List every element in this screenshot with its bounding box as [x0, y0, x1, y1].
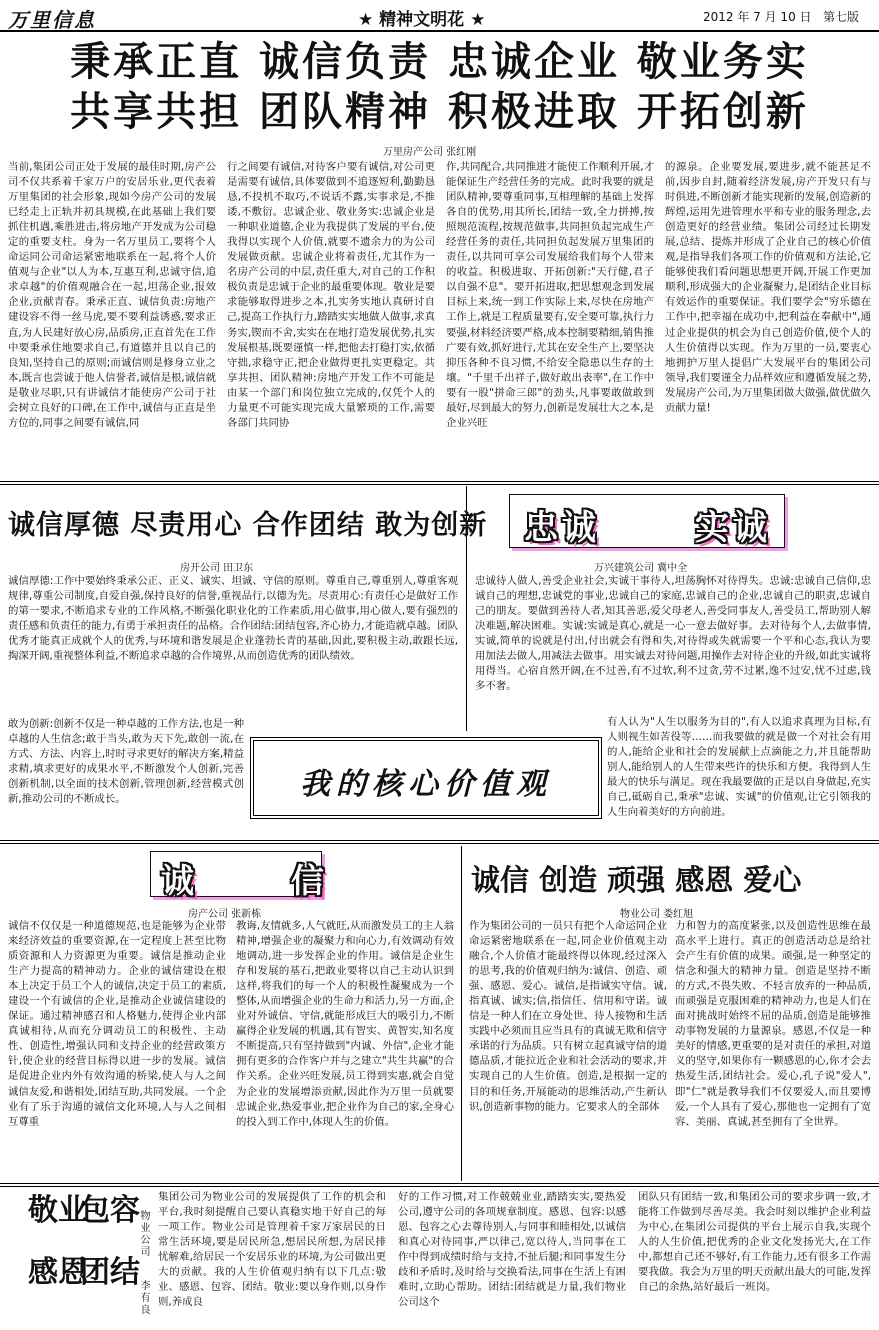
honesty-body-2: 敢为创新:创新不仅是一种卓越的工作方法,也是一种卓越的人生信念;敢于当头,敢为天下先,敢创一流,在方式、方法、内容上,时时寻求更好的解决方案,精益求精,填求更好的成果水平,不断激发个人创新,完善创新机制,以全面的技术创新,管理创新,经营模式创新,推动公司的不断成长。: [8, 718, 244, 806]
honesty-byline: 房开公司 田卫东: [180, 563, 254, 574]
loyalty-section-title: 忠诚 实诚: [524, 508, 772, 548]
bottom-col-1: 集团公司为物业公司的发展提供了工作的机会和平台,我时刻提醒自己要认真稳实地干好自己的每一项工作。物业公司是管理着千家万家居民的日常生活环境,要是居民所急,想居民所想,为居民排忧解难,给居民一个安居乐业的环境,为公司做出更大的贡献。我的人生价值观归纳有以下几点:敬业、感恩、包容、团结。敬业:要以身作则,以身作则,养成良: [158, 1191, 386, 1309]
header-rule: [0, 30, 879, 32]
headline-line-1: 秉承正直 诚信负责 忠诚企业 敬业务实: [70, 39, 809, 85]
section-name: ★ 精神文明花 ★: [358, 10, 486, 30]
integrity-col-2: 教诲,友情就多,人气就旺,从而激发员工的主人翁精神,增强企业的凝聚力和向心力,有效调动有效地调动,进一步发挥企业的作用。诚信是企业生存和发展的基石,把敢业要将以自己主动认识到这样,将我们的每一个人的积极性凝聚成为一个整体,从而增强企业的生命力和活力,另一方面,企业对外诚信、守信,就能形成巨大的吸引力,不断赢得企业发展的机遇,其有智实、黄智实,知名度不断提高,只有坚持做到"内诚、外信",企业才能拥有更多的合作客户并与之建立"共生共赢"的合作关系。企业兴旺发展,员工得到实惠,就会自觉为企业的发展增添贡献,因此作为万里一员就要忠诚企业,热爱事业,把企业作为自己的家,全身心的投入到工作中,体现人生的价值。: [236, 920, 454, 1128]
main-article-col-4: 的源泉。企业要发展,要进步,就不能甚足不前,因步自封,随着经济发展,房产开发只有与时俱进,不断创新才能实现新的发展,创造新的辉煌,运用先进管理水平和专业的服务理念,去创造更好的经营业绩。集团公司经过长期发展,总结、提炼并形成了企业自己的核心价值观,是指导我们各项工作的价值观和方法论,它能够使我们看问题思想更开阔,开展工作更加顺利,形成强大的企业凝聚力,是团结企业目标有效运作的重要保证。我们要学会"穷乐德在工作中,把幸福在成功中,把利益在奉献中",通过企业提供的机会为自己创造价值,使个人的人生价值得以实现。作为万里的一员,要衷心地拥护万里人提倡广大发展平台的集团公司领导,我们要谨全力品样效应和遵循发展之势,发展房产公司,为万里集团做大做强,做优做久贡献力量!: [665, 161, 871, 414]
honesty-body: 诚信厚德:工作中要始终秉承公正、正义、诚实、坦诚、守信的原则。尊重自己,尊重别人,尊重客观规律,尊重公司制度,自爱自强,保持良好的信誉,重视品行,以德为先。尽责用心:有责任心是做好工作的第一要求,不断追求专业的工作风格,不断强化职业化的工作素质,用心做事,用心做人,要有强烈的责任感和负责任的能力,有勇于承担责任的品格。合作团结:团结包容,齐心协力,才能造就卓越。团队优秀才能真正成就个人的优秀,与环境和谐发展是企业蓬勃长青的基础,因此,要积极主动,敢跟长远,掏深开阔,重视整体利益,不断追求卓越的合作境界,从而创造优秀的团队绩效。: [8, 575, 458, 663]
main-article-col-2: 行之间要有诚信,对待客户要有诚信,对公司更是需要有诚信,具体要做到不追逐短利,勤勤恳恳,不投机不取巧,不说话不露,实事求是,不推诿,不敷衍。忠诚企业、敬业务实:忠诚企业是一种职业道德,企业为我提供了发展的平台,使我得以实现个人价值,就要不遗余力的为公司发展做贡献。忠诚企业将着责任,尤其作为一名房产公司的中层,责任重大,对自己的工作积极负责是忠诚于企业的最重要体现。敬业是要求能够取得进步之本,扎实务实地认真研讨自己,提高工作执行力,踏踏实实地做人做事,求真务实,锲而不舍,实实在在地打造发展优势,扎实发展根基,既要谨慎一样,把他去打稳打实,依循守拙,求稳守正,把企业做得更扎实更稳定。共享共担、团队精神:房地产开发工作不可能是由某一个部门和岗位独立完成的,仅凭个人的力量更不可能实现完成大量繁琐的工作,需要各部门共同协: [227, 161, 435, 429]
section-divider: [0, 1183, 879, 1187]
bottom-byline-author: 李有良: [138, 1280, 149, 1316]
core-values-title: 我的核心价值观: [300, 767, 552, 802]
section-divider: [0, 481, 879, 485]
main-article-col-3: 作,共同配合,共同推进才能使工作顺利开展,才能保证生产经营任务的完成。此时我要的就是团队精神,要尊重同事,互相理解的基础上发挥各自的优势,用其所长,团结一致,全力拼搏,按照规范流程,按规范做事,共同担负起完成生产经营任务的责任,共同担负起发展万里集团的责任,以共同可享公司发展给我们每个人带来的收益。积极进取、开拓创新:"天行健,君子以自强不息"。要开拓进取,把思想观念到发展目标上来,统一到工作实际上来,尽快在房地产工作上,就是工程质量要有,安全要可靠,执行力要强,材料经济要严格,成本控制要精细,销售推广要有效,抓好进行,尤其在安全生产上,要坚决抑压各种不良习惯,不给安全隐患以生存的土壤。"千里千出祥子,做好敢出表率",在工作中要有一股"拼命三郎"的劲头,凡事要敢做敢到最好,尽到最大的努力,创新是发展壮大之本,是企业兴旺: [446, 161, 654, 429]
honesty-section-title: 诚信厚德 尽责用心 合作团结 敢为创新: [8, 510, 488, 541]
issue-date: 2012 年 7 月 10 日: [703, 10, 812, 24]
create-section-title: 诚信 创造 顽强 感恩 爱心: [471, 863, 802, 897]
loyalty-byline: 万兴建筑公司 冀中全: [594, 563, 688, 574]
integrity-col-1: 诚信不仅仅是一种道德规范,也是能够为企业带来经济效益的重要资源,在一定程度上甚至比物质资源和人力资源更为重要。诚信是推动企业生产力提高的精神动力。企业的诚信建设在根本上决定于员工个人的诚信,决定于员工的素质,建设一个有诚信的企业,是推动企业诚信建设的保证。通过精神感召和人格魅力,使得企业内部真诚相待,从而充分调动员工的积极性、主动性、创造性,增强认同和支持企业的经营政策方针,使企业的经营目标得以进一步的发展。诚信是促进企业内外有效沟通的桥梁,使人与人之间诚信友爱,和谐相处,团结互助,共同发展。一个企业有了乐于沟通的诚信文化环境,人与人之间相互尊重: [8, 920, 226, 1128]
core-values-box: [250, 737, 602, 819]
headline-byline: 万里房产公司 张红刚: [383, 147, 477, 158]
bottom-title-gratitude: 感恩: [28, 1255, 88, 1290]
bottom-byline-company: 物业公司: [138, 1210, 149, 1258]
paper-name: 万里信息: [8, 8, 96, 32]
create-col-2: 力和智力的高度紧张,以及创造性思维在最高水平上进行。真正的创造活动总是给社会产生有价值的成果。顽强,是一种坚定的信念和强大的精神力量。创造是坚持不断的方式,不畏失败、不轻言放弃的一种品质,而顽强是克服困难的精神动力,也是人们在面对挑战时始终不屈的品质,创造是能够推动事物发展的力量源泉。感恩,不仅是一种美好的情感,更重要的是对责任的承担,对道义的坚守,如果你有一颗感恩的心,你才会去热爱生活,团结社会。爱心,孔子说"爱人",即"仁"就是教导我们不仅要爱人,而且要博爱,一个人具有了爱心,那他也一定拥有了宽容、美丽、真诚,甚至拥有了全世界。: [675, 920, 871, 1128]
loyalty-body-2: 有人认为"人生以服务为目的",有人以追求真理为目标,有人则视生如苦役等……而我要做的就是做一个对社会有用的人,能给企业和社会的发展献上点滴能之力,并且能帮助别人,能给别人的人生带来些许的快乐和方便。我得到人生最大的快乐与满足。现在我最要做的正是以自身做起,充实自己,砥砺自己,秉承"忠诚、实诚"的价值观,让它引领我的人生向着美好的方向前进。: [607, 716, 871, 819]
bottom-title-dedication: 敬业: [28, 1193, 88, 1228]
bottom-title-col-1: [28, 1195, 88, 1289]
bottom-col-2: 好的工作习惯,对工作兢兢业业,踏踏实实,要热爱公司,遵守公司的各项规章制度。感恩、包容:以感恩、包容之心去尊待别人,与同事和睦相处,以诚信和真心对待同事,严以律己,宽以待人,当同事在工作中得到成绩时给与支持,不扯后腿;和同事发生分歧和矛盾时,及时给与交换看法,同事在生活上有困难时,立助心帮助。团结:团结就是力量,我们物业公司这个: [398, 1191, 626, 1309]
bottom-title-col-2: [80, 1195, 140, 1289]
page-number: 第七版: [822, 10, 859, 24]
loyalty-title-box: [509, 494, 785, 548]
loyalty-body: 忠诚待人做人,善受企业社会,实诚干事待人,坦荡胸怀对待得失。忠诚:忠诚自己信仰,忠诚自己的理想,忠诚党的事业,忠诚自己的家庭,忠诚自己的企业,忠诚自己的职责,忠诚自己的朋友。要做到善待人者,知其善恶,爱父母老人,善受同事友人,善受员工,帮助别人解决难题,解决困难。实诚:实诚是真心,就是一心一意去做好事。去对待每个人,去做事情,实诚,简单的说就是付出,付出就会有得和失,对待得或失就需要一个平和心态,我认为要用加法去做人,用减法去做事。用实诚去对待问题,用操作去对待企业的升级,如此实诚将用得当。心宿自然开阔,在不过善,有不过软,利不过贪,劳不过累,逸不过安,忧不过虑,钱多不奢。: [475, 575, 871, 693]
integrity-byline: 房产公司 张新栋: [188, 909, 262, 920]
bottom-title-unity: 团结: [80, 1255, 140, 1290]
headline-line-2: 共享共担 团队精神 积极进取 开拓创新: [70, 89, 809, 135]
create-col-1: 作为集团公司的一员只有把个人命运同企业命运紧密地联系在一起,同企业价值观主动融合,个人价值才能最终得以体现,经过深入的思考,我的价值观归纳为:诚信、创造、顽强、感恩、爱心。诚信,是指诚实守信。诚,指真诚、诚实;信,指信任、信用和守诺。诚信是一种人们在立身处世、待人接物和生活实践中必须而且应当具有的真诚无欺和信守承诺的行为品质。只有树立起真诚守信的道德品质,才能拉近企业和社会活动的要求,并实现自己的人生价值。创造,是根据一定的目的和任务,开展能动的思维活动,产生新认识,创造新事物的能力。它要求人的全部体: [469, 920, 667, 1113]
column-divider: [461, 846, 462, 1181]
main-article-col-1: 当前,集团公司正处于发展的最佳时期,房产公司不仅共系着千家万户的安居乐业,更代表着万里集团的社会形象,现如今房产公司的发展已经走上正轨并初具规模,在此基础上我们要抓住机遇,乘胜进击,将房地产开发成为公司稳定的重要支柱。身为一名万里员工,要将个人命运同公司命运紧密地联系在一起,将个人价值观与企业"以人为本,互惠互利,忠诚守信,追求卓越"的价值观融合在一起,坦荡企业,报效企业,贡献青春。秉承正直、诚信负责:房地产建设容不得一丝马虎,要不要利益诱惑,要求正直,为人民建好放心房,品质房,正直首先在工作中要秉承住地要求自己,有道德并且以自己的良知,坚持自己的原则;而诚信则是修身立业之本,既言也尝诚于他人信誉者,诚信是根,诚信就是敬业尽职,只有讲诚信才能使房产公司于社会树立良好的口碑,在工作中,诚信与正直是坐方位的,同事之间要有诚信,同: [8, 161, 216, 429]
bottom-title-tolerance: 包容: [80, 1193, 140, 1228]
date-and-page: [703, 8, 859, 25]
bottom-col-3: 团队只有团结一致,和集团公司的要求步调一致,才能将工作做到尽善尽美。我会时刻以维护企业利益为中心,在集团公司提供的平台上展示自我,实现个人的人生价值,把优秀的企业文化发扬光大,在工作中,都想自己还不够好,有工作能力,还有很多工作需要我做。我会为万里的明天贡献出最大的可能,发挥自己的余热,站好最后一班岗。: [638, 1191, 871, 1294]
integrity-title-box: [150, 851, 328, 900]
integrity-section-title: 诚 信: [161, 861, 328, 900]
create-byline: 物业公司 娄红旭: [620, 909, 694, 920]
section-divider: [0, 840, 879, 844]
